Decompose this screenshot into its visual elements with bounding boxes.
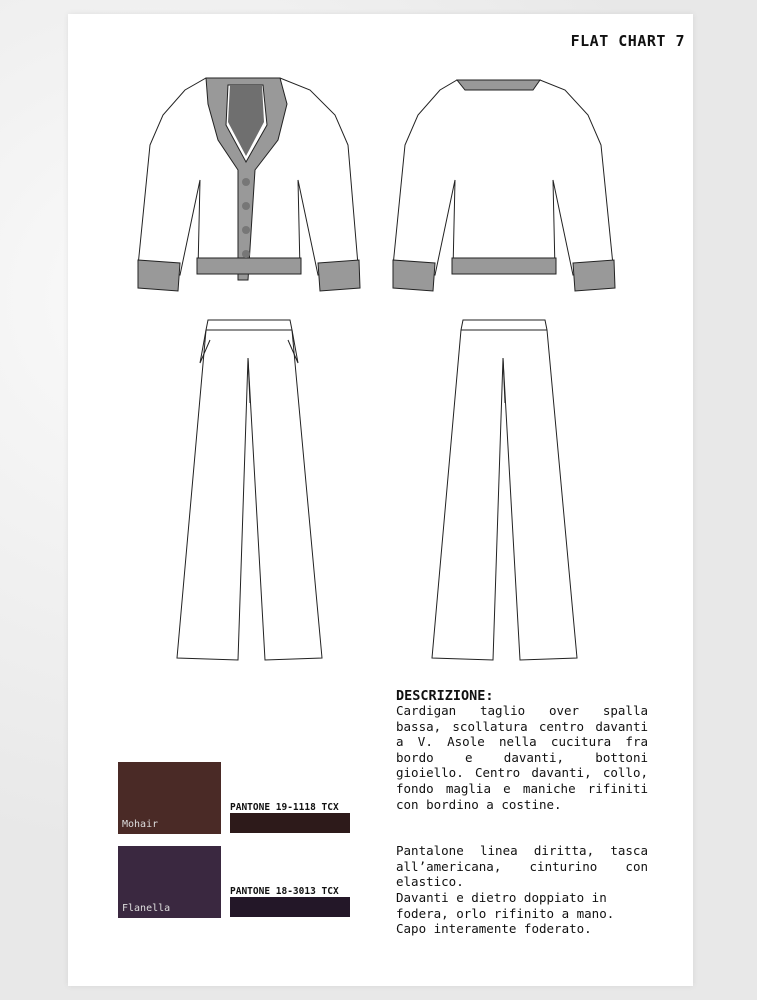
description-heading: DESCRIZIONE: bbox=[396, 688, 494, 704]
pants-description: Pantalone linea diritta, tasca all’americana, cinturino con elastico. bbox=[396, 843, 648, 890]
lining-line: Davanti e dietro doppiato in bbox=[396, 890, 607, 905]
lining-description bbox=[396, 890, 648, 937]
pantone-label: PANTONE 19-1118 TCX bbox=[230, 802, 339, 813]
cardigan-front-flat bbox=[130, 70, 370, 300]
cardigan-back-flat bbox=[385, 70, 625, 300]
pantone-color-bar bbox=[230, 897, 350, 917]
mohair-swatch bbox=[118, 762, 221, 834]
pants-back-flat bbox=[425, 318, 585, 663]
pantone-color-bar bbox=[230, 813, 350, 833]
swatch-label: Flanella bbox=[122, 903, 171, 914]
pants-front-flat bbox=[170, 318, 330, 663]
lining-line: fodera, orlo rifinito a mano. bbox=[396, 905, 615, 921]
cardigan-description: Cardigan taglio over spalla bassa, scollatura centro davanti a V. Asole nella cucitura fra bordo e davanti, bottoni gioiello. Centro davanti, collo, fondo maglia e maniche rifiniti con bordino a costine. bbox=[396, 703, 648, 812]
page-title: FLAT CHART 7 bbox=[570, 32, 685, 50]
lining-line: Capo interamente foderato. bbox=[396, 921, 592, 937]
swatch-label: Mohair bbox=[122, 819, 159, 830]
pantone-label: PANTONE 18-3013 TCX bbox=[230, 886, 339, 897]
flanella-swatch bbox=[118, 846, 221, 918]
